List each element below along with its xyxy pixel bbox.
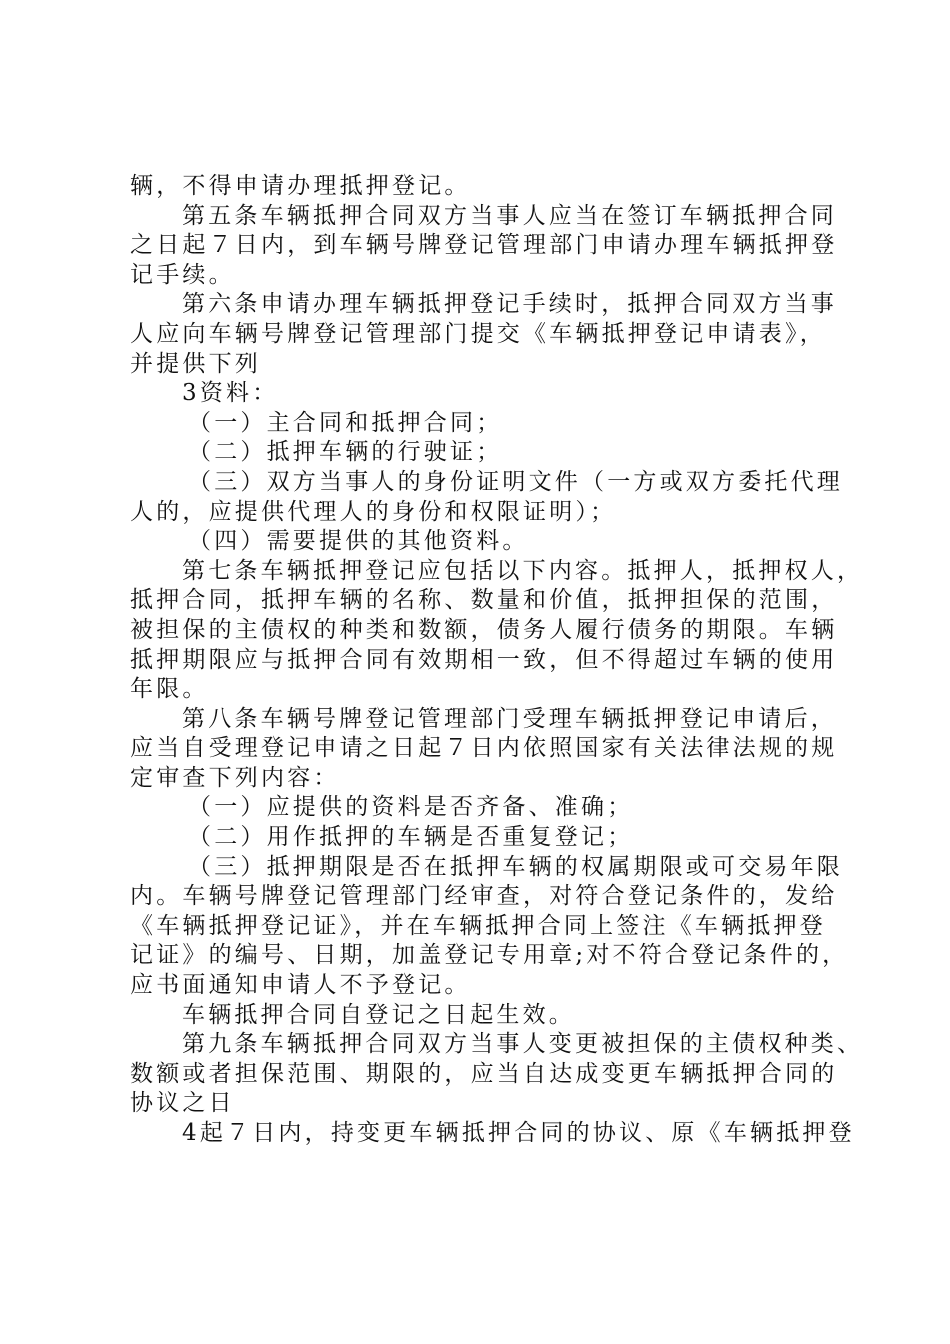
text-line: 并提供下列 — [130, 350, 261, 377]
text-line: 人的，应提供代理人的身份和权限证明）； — [130, 498, 617, 525]
text-line: 车辆抵押合同自登记之日起生效。 — [182, 1001, 575, 1028]
text-line: （四）需要提供的其他资料。 — [188, 528, 529, 555]
text-line: 第六条申请办理车辆抵押登记手续时，抵押合同双方当事 — [182, 291, 837, 318]
text-line: 第九条车辆抵押合同双方当事人变更被担保的主债权种类、 — [182, 1031, 864, 1058]
text-line: 之日起７日内，到车辆号牌登记管理部门申请办理车辆抵押登 — [130, 232, 838, 259]
text-line: 3资料： — [182, 380, 279, 407]
text-line: 应当自受理登记申请之日起７日内依照国家有关法律法规的规 — [130, 735, 838, 762]
text-line: 协议之日 — [130, 1090, 235, 1117]
text-line: 第五条车辆抵押合同双方当事人应当在签订车辆抵押合同 — [182, 202, 837, 229]
text-line: （三）双方当事人的身份证明文件（一方或双方委托代理 — [188, 468, 843, 495]
text-line: 4起７日内，持变更车辆抵押合同的协议、原《车辆抵押登 — [182, 1120, 855, 1146]
text-line: （一）应提供的资料是否齐备、准确； — [188, 794, 634, 821]
text-line: （三）抵押期限是否在抵押车辆的权属期限或可交易年限 — [188, 853, 843, 880]
text-line: 被担保的主债权的种类和数额，债务人履行债务的期限。车辆 — [130, 616, 838, 643]
text-line: 第八条车辆号牌登记管理部门受理车辆抵押登记申请后， — [182, 705, 837, 732]
document-body — [130, 172, 864, 1149]
text-line: 数额或者担保范围、期限的，应当自达成变更车辆抵押合同的 — [130, 1060, 838, 1087]
text-line: 记手续。 — [130, 261, 235, 288]
text-line: （二）用作抵押的车辆是否重复登记； — [188, 824, 634, 851]
text-line: 人应向车辆号牌登记管理部门提交《车辆抵押登记申请表》， — [130, 320, 826, 347]
text-line: 抵押期限应与抵押合同有效期相一致，但不得超过车辆的使用 — [130, 646, 838, 673]
text-line: 第七条车辆抵押登记应包括以下内容。抵押人，抵押权人， — [182, 557, 864, 584]
text-line: 内。车辆号牌登记管理部门经审查，对符合登记条件的，发给 — [130, 883, 838, 910]
text-line: 抵押合同，抵押车辆的名称、数量和价值，抵押担保的范围， — [130, 587, 838, 614]
text-line: （一）主合同和抵押合同； — [188, 409, 503, 436]
text-line: 《车辆抵押登记证》，并在车辆抵押合同上签注《车辆抵押登 — [130, 912, 826, 939]
text-line: 应书面通知申请人不予登记。 — [130, 972, 471, 999]
text-line: 定审查下列内容： — [130, 764, 340, 791]
text-line: 记证》的编号、日期，加盖登记专用章;对不符合登记条件的， — [130, 942, 849, 969]
text-line: 年限。 — [130, 676, 209, 703]
text-line: （二）抵押车辆的行驶证； — [188, 439, 503, 466]
text-line: 辆，不得申请办理抵押登记。 — [130, 173, 471, 199]
